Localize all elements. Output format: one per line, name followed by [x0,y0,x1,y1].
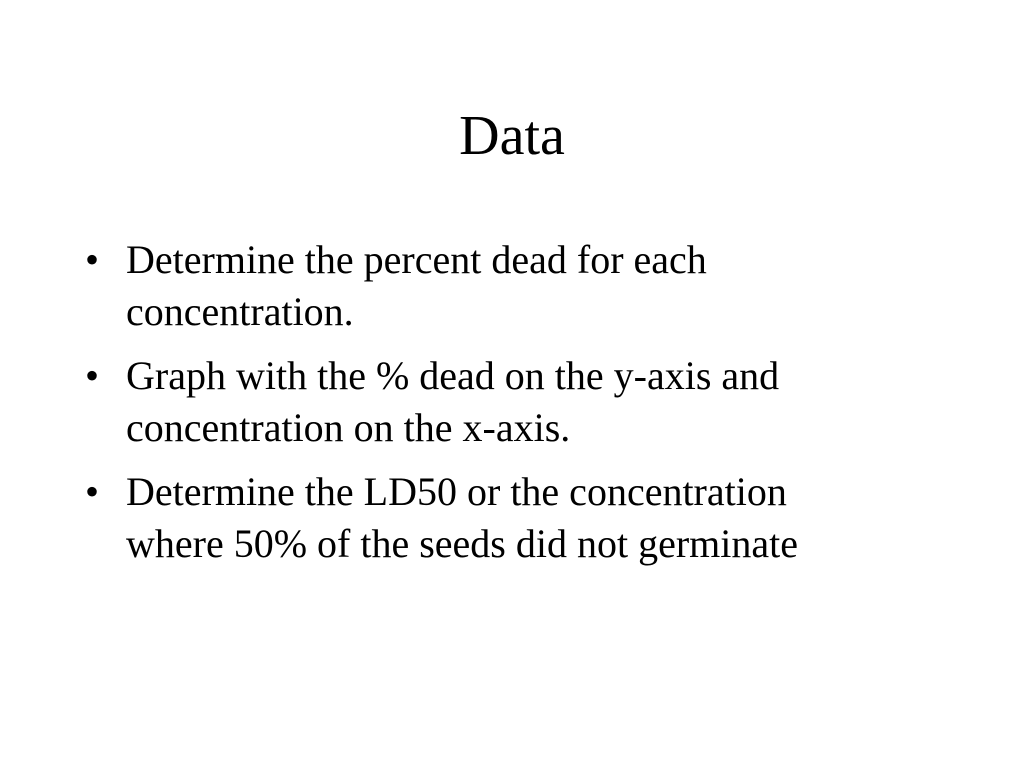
bullet-text-line: concentration on the x-axis. [126,405,571,450]
bullet-item-ld50 [85,466,945,570]
bullet-text-line: concentration. [126,289,354,334]
bullet-icon: • [85,353,100,398]
slide-title: Data [459,105,565,167]
bullet-item-percent-dead [85,234,945,338]
bullet-text-line: where 50% of the seeds did not germinate [126,521,799,566]
bullet-text-line: Determine the percent dead for each [126,237,707,282]
bullet-icon: • [85,237,100,282]
bullet-item-graph [85,350,945,454]
bullet-text-line: Graph with the % dead on the y-axis and [126,353,780,398]
bullet-text-line: Determine the LD50 or the concentration [126,469,787,514]
bullet-icon: • [85,469,100,514]
bullet-list [85,234,945,582]
